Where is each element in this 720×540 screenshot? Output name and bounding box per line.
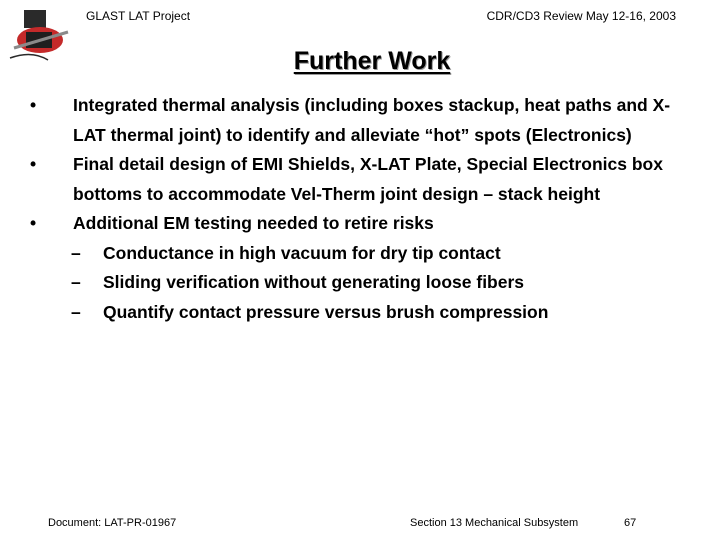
slide-content <box>30 91 702 327</box>
bullet-mark: • <box>30 154 37 174</box>
slide-title: Further Work <box>293 47 451 75</box>
bullet-item <box>30 91 702 150</box>
bullet-item <box>30 150 702 209</box>
footer-section: Section 13 Mechanical Subsystem <box>410 517 579 529</box>
bullet-text: Additional EM testing needed to retire risks <box>73 213 434 233</box>
bullet-mark: • <box>30 213 37 233</box>
logo-block <box>24 10 46 28</box>
sub-bullet-text: Sliding verification without generating loose fibers <box>103 272 525 292</box>
sub-bullet-item <box>30 268 702 298</box>
sub-bullet-text: Conductance in high vacuum for dry tip contact <box>103 242 501 263</box>
slide-title-container <box>0 47 720 76</box>
footer-document: Document: LAT-PR-01967 <box>48 517 177 529</box>
sub-bullet-item <box>30 239 702 269</box>
sub-bullet-text: Quantify contact pressure versus brush compression <box>103 301 549 322</box>
dash-mark: – <box>71 242 81 263</box>
dash-mark: – <box>71 272 81 292</box>
bullet-item <box>30 209 702 239</box>
dash-mark: – <box>71 301 81 322</box>
bullet-text: Integrated thermal analysis (including boxes stackup, heat paths and X-LAT thermal joint) to identify and alleviate “hot” spots (Electronics) <box>73 95 671 145</box>
bullet-text: Final detail design of EMI Shields, X-LAT Plate, Special Electronics box bottoms to accommodate Vel-Therm joint design – stack height <box>73 154 663 204</box>
bullet-mark: • <box>30 95 37 115</box>
review-date: CDR/CD3 Review May 12-16, 2003 <box>486 9 676 23</box>
project-name: GLAST LAT Project <box>86 9 191 23</box>
sub-bullet-item <box>30 298 702 328</box>
page-number: 67 <box>624 517 637 529</box>
